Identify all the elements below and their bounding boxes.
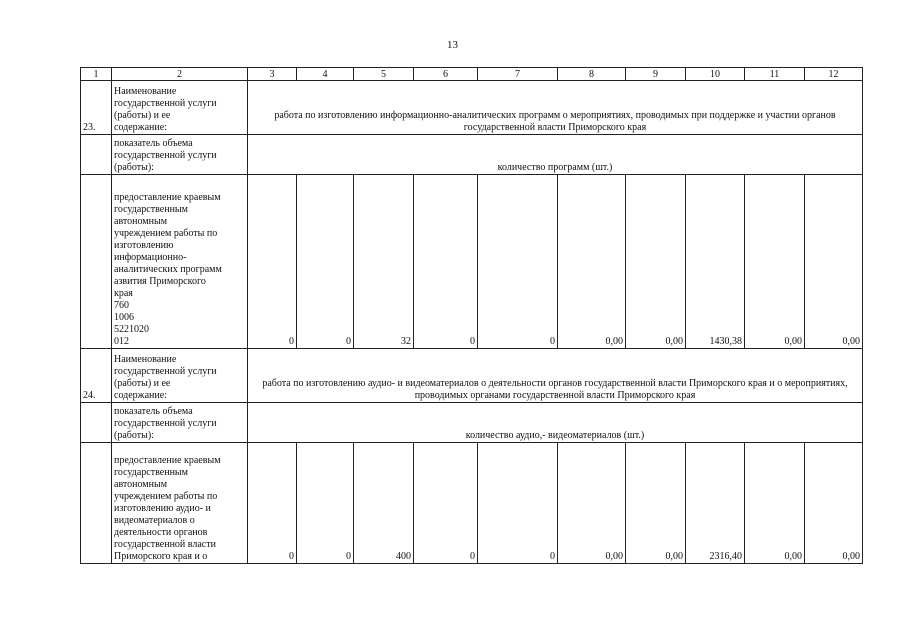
value-cell: 0 xyxy=(248,175,297,349)
column-header: 11 xyxy=(745,68,805,81)
value-cell: 0 xyxy=(478,443,558,564)
value-cell: 0,00 xyxy=(626,175,686,349)
value-cell: 0,00 xyxy=(626,443,686,564)
column-header: 3 xyxy=(248,68,297,81)
value-cell: 0,00 xyxy=(558,175,626,349)
value-cell: 2316,40 xyxy=(686,443,745,564)
data-label: предоставление краевым государственным автономным учреждением работы по изготовлению информационно- аналитических программ азвития Приморского края 760 1006 5221020 012 xyxy=(112,175,248,349)
column-header: 12 xyxy=(805,68,863,81)
column-header: 6 xyxy=(414,68,478,81)
indicator-text: количество аудио,- видеоматериалов (шт.) xyxy=(248,403,863,443)
value-cell: 32 xyxy=(354,175,414,349)
empty-cell xyxy=(81,443,112,564)
page-number: 13 xyxy=(447,39,458,51)
column-header: 7 xyxy=(478,68,558,81)
column-header: 8 xyxy=(558,68,626,81)
indicator-row xyxy=(81,403,863,443)
service-name-row xyxy=(81,349,863,403)
value-cell: 0 xyxy=(414,175,478,349)
service-name-row xyxy=(81,81,863,135)
service-name-label: Наименование государственной услуги (работы) и ее содержание: xyxy=(112,81,248,135)
data-row xyxy=(81,175,863,349)
indicator-text: количество программ (шт.) xyxy=(248,135,863,175)
value-cell: 0,00 xyxy=(805,175,863,349)
column-header: 9 xyxy=(626,68,686,81)
column-header: 1 xyxy=(81,68,112,81)
indicator-row xyxy=(81,135,863,175)
empty-cell xyxy=(81,403,112,443)
service-name-text: работа по изготовлению информационно-аналитических программ о мероприятиях, проводимых при поддержке и участии органов государственной власти Приморского края xyxy=(248,81,863,135)
value-cell: 0 xyxy=(248,443,297,564)
value-cell: 0 xyxy=(478,175,558,349)
column-header: 2 xyxy=(112,68,248,81)
empty-cell xyxy=(81,135,112,175)
column-header-row xyxy=(81,68,863,81)
value-cell: 400 xyxy=(354,443,414,564)
data-label: предоставление краевым государственным автономным учреждением работы по изготовлению аудио- и видеоматериалов о деятельности органов государственной власти Приморского края и о xyxy=(112,443,248,564)
service-name-text: работа по изготовлению аудио- и видеоматериалов о деятельности органов государственной власти Приморского края и о мероприятиях, проводимых органами государственной власти Приморского края xyxy=(248,349,863,403)
section-number: 24. xyxy=(81,349,112,403)
indicator-label: показатель объема государственной услуги (работы): xyxy=(112,135,248,175)
service-name-label: Наименование государственной услуги (работы) и ее содержание: xyxy=(112,349,248,403)
value-cell: 0,00 xyxy=(805,443,863,564)
value-cell: 0,00 xyxy=(745,443,805,564)
column-header: 5 xyxy=(354,68,414,81)
services-table xyxy=(80,67,863,564)
indicator-label: показатель объема государственной услуги (работы): xyxy=(112,403,248,443)
value-cell: 0 xyxy=(297,175,354,349)
data-row xyxy=(81,443,863,564)
value-cell: 0,00 xyxy=(558,443,626,564)
value-cell: 0,00 xyxy=(745,175,805,349)
value-cell: 0 xyxy=(414,443,478,564)
empty-cell xyxy=(81,175,112,349)
value-cell: 1430,38 xyxy=(686,175,745,349)
section-number: 23. xyxy=(81,81,112,135)
column-header: 4 xyxy=(297,68,354,81)
value-cell: 0 xyxy=(297,443,354,564)
column-header: 10 xyxy=(686,68,745,81)
